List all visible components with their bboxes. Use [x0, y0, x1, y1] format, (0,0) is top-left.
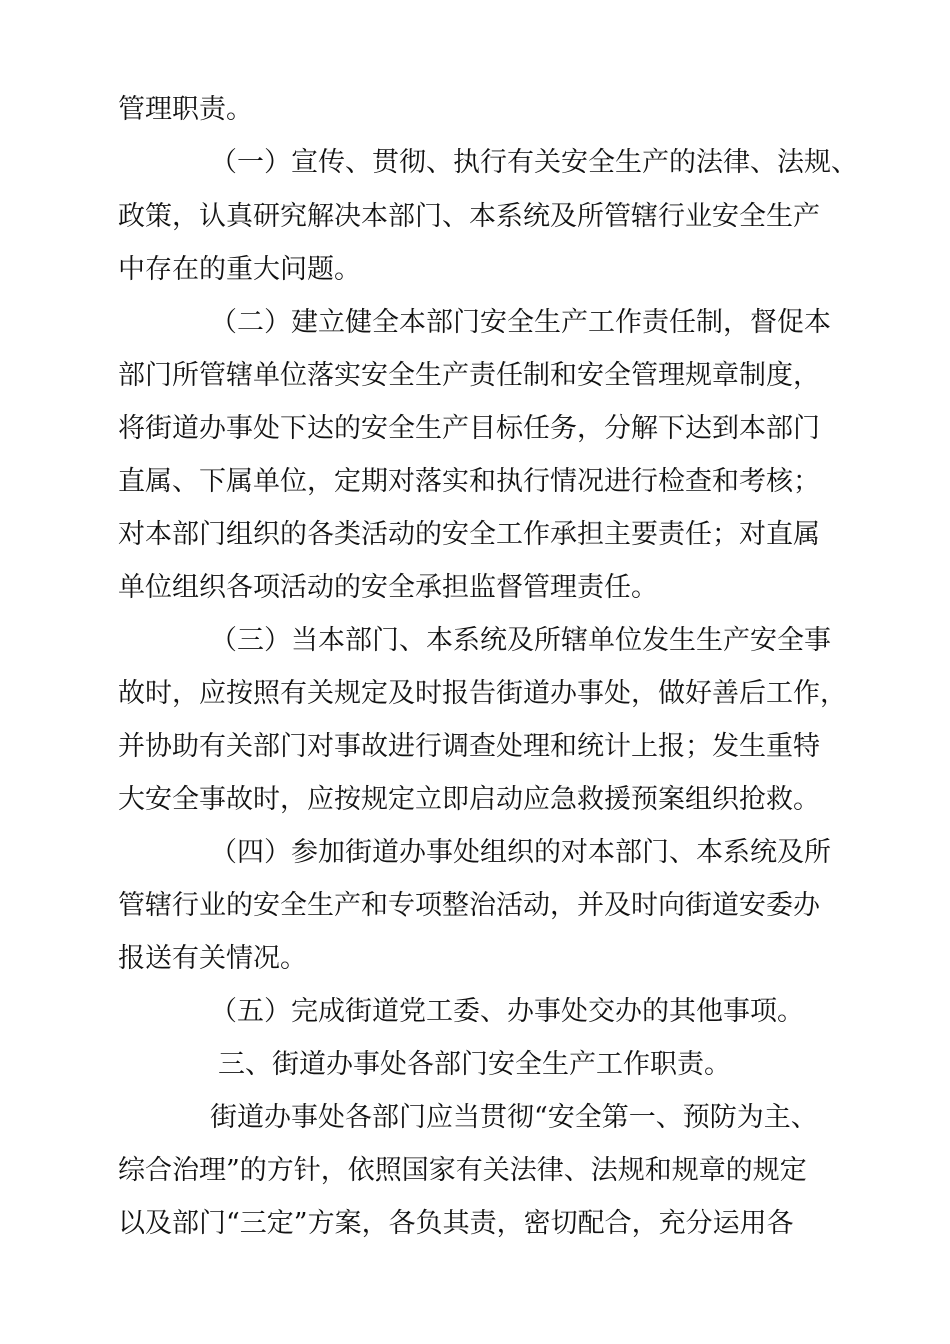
section-heading: 三、街道办事处各部门安全生产工作职责。 [218, 1049, 731, 1080]
text-line: 将街道办事处下达的安全生产目标任务，分解下达到本部门 [118, 413, 820, 444]
text-line: 对本部门组织的各类活动的安全工作承担主要责任；对直属 [118, 519, 820, 550]
text-line: 政策，认真研究解决本部门、本系统及所管辖行业安全生产 [118, 201, 820, 232]
text-line: （二）建立健全本部门安全生产工作责任制，督促本 [210, 307, 831, 338]
text-line: 单位组织各项活动的安全承担监督管理责任。 [118, 572, 658, 603]
text-line: 报送有关情况。 [118, 943, 307, 974]
text-line: 管辖行业的安全生产和专项整治活动，并及时向街道安委办 [118, 890, 820, 921]
text-line: 管理职责。 [118, 94, 253, 125]
text-line: 街道办事处各部门应当贯彻“安全第一、预防为主、 [210, 1102, 818, 1133]
text-line: 中存在的重大问题。 [118, 254, 361, 285]
text-line: （三）当本部门、本系统及所辖单位发生生产安全事 [210, 625, 831, 656]
text-line: 以及部门“三定”方案，各负其责，密切配合，充分运用各 [118, 1208, 794, 1239]
text-line: 并协助有关部门对事故进行调查处理和统计上报；发生重特 [118, 731, 820, 762]
text-line: 综合治理”的方针，依照国家有关法律、法规和规章的规定 [118, 1155, 807, 1186]
text-line: 故时，应按照有关规定及时报告街道办事处，做好善后工作， [118, 678, 847, 709]
text-line: 直属、下属单位，定期对落实和执行情况进行检查和考核； [118, 466, 820, 497]
text-line: （五）完成街道党工委、办事处交办的其他事项。 [210, 996, 804, 1027]
text-line: 部门所管辖单位落实安全生产责任制和安全管理规章制度， [118, 360, 820, 391]
text-line: （一）宣传、贯彻、执行有关安全生产的法律、法规、 [210, 147, 858, 178]
text-line: 大安全事故时，应按规定立即启动应急救援预案组织抢救。 [118, 784, 820, 815]
text-line: （四）参加街道办事处组织的对本部门、本系统及所 [210, 837, 831, 868]
